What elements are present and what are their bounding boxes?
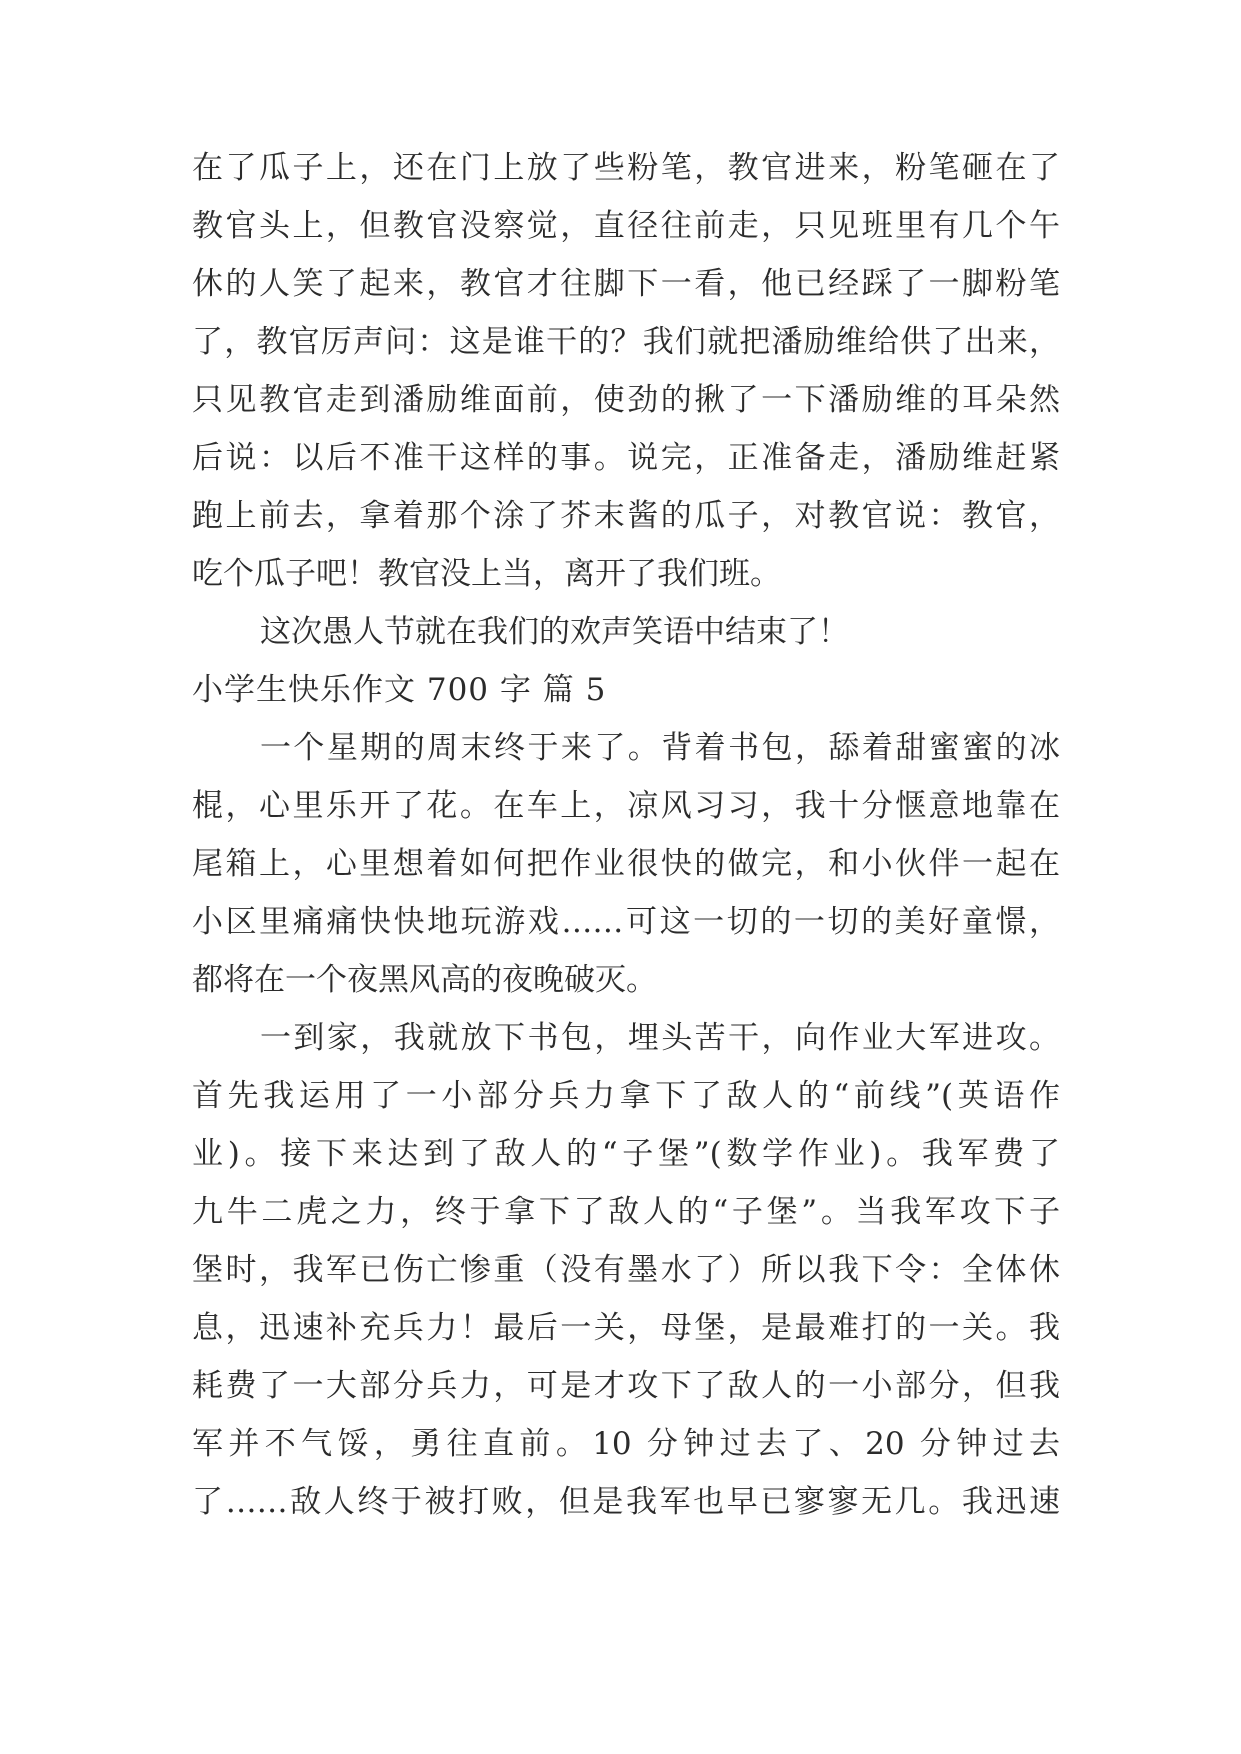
paragraph-line: 息，迅速补充兵力！最后一关，母堡，是最难打的一关。我 <box>192 1310 1060 1346</box>
paragraph-line: 尾箱上，心里想着如何把作业很快的做完，和小伙伴一起在 <box>192 846 1060 882</box>
paragraph-line: 小区里痛痛快快地玩游戏……可这一切的一切的美好童憬， <box>192 904 1060 940</box>
paragraph-line: 了，教官厉声问：这是谁干的？我们就把潘励维给供了出来， <box>192 324 1060 360</box>
paragraph-line: 在了瓜子上，还在门上放了些粉笔，教官进来，粉笔砸在了 <box>192 150 1060 186</box>
section-heading: 小学生快乐作文 700 字 篇 5 <box>192 672 607 708</box>
paragraph-line: 军并不气馁，勇往直前。10 分钟过去了、20 分钟过去 <box>192 1426 1060 1462</box>
paragraph-line: 首先我运用了一小部分兵力拿下了敌人的“前线”(英语作 <box>192 1078 1060 1114</box>
paragraph-line: 后说：以后不准干这样的事。说完，正准备走，潘励维赶紧 <box>192 440 1060 476</box>
paragraph-line: 这次愚人节就在我们的欢声笑语中结束了！ <box>260 614 849 650</box>
paragraph-line: 只见教官走到潘励维面前，使劲的揪了一下潘励维的耳朵然 <box>192 382 1060 418</box>
paragraph-line: 九牛二虎之力，终于拿下了敌人的“子堡”。当我军攻下子 <box>192 1194 1060 1230</box>
paragraph-line: 一到家，我就放下书包，埋头苦干，向作业大军进攻。 <box>260 1020 1060 1056</box>
paragraph-line: 休的人笑了起来，教官才往脚下一看，他已经踩了一脚粉笔 <box>192 266 1060 302</box>
paragraph-line: 了……敌人终于被打败，但是我军也早已寥寥无几。我迅速 <box>192 1484 1060 1520</box>
paragraph-line: 跑上前去，拿着那个涂了芥末酱的瓜子，对教官说：教官， <box>192 498 1060 534</box>
paragraph-line: 耗费了一大部分兵力，可是才攻下了敌人的一小部分，但我 <box>192 1368 1060 1404</box>
paragraph-line: 都将在一个夜黑风高的夜晚破灭。 <box>192 962 657 998</box>
paragraph-line: 吃个瓜子吧！教官没上当，离开了我们班。 <box>192 556 781 592</box>
paragraph-line: 教官头上，但教官没察觉，直径往前走，只见班里有几个午 <box>192 208 1060 244</box>
paragraph-line: 业)。接下来达到了敌人的“子堡”(数学作业)。我军费了 <box>192 1136 1060 1172</box>
paragraph-line: 一个星期的周末终于来了。背着书包，舔着甜蜜蜜的冰 <box>260 730 1060 766</box>
paragraph-line: 堡时，我军已伤亡惨重（没有墨水了）所以我下令：全体休 <box>192 1252 1060 1288</box>
paragraph-line: 棍，心里乐开了花。在车上，凉风习习，我十分惬意地靠在 <box>192 788 1060 824</box>
